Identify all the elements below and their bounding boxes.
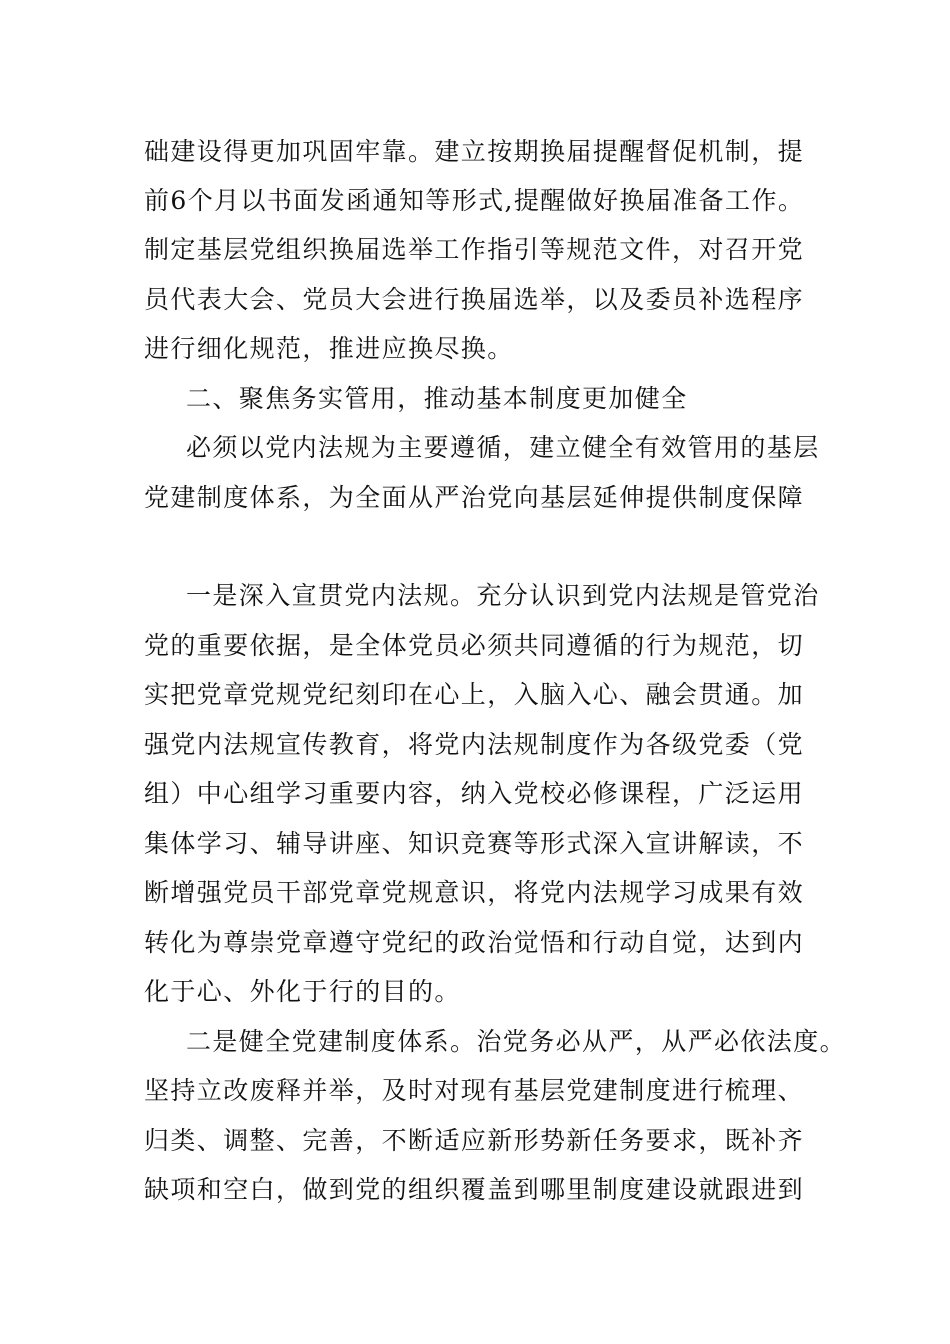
body-line: 集体学习、辅导讲座、知识竞赛等形式深入宣讲解读，不 (144, 829, 805, 858)
body-line: 一是深入宣贯党内法规。充分认识到党内法规是管党治 (186, 581, 820, 610)
body-line: 必须以党内法规为主要遵循，建立健全有效管用的基层 (186, 433, 820, 462)
body-line: 党建制度体系，为全面从严治党向基层延伸提供制度保障 (144, 483, 805, 512)
body-line: 缺项和空白，做到党的组织覆盖到哪里制度建设就跟进到 (144, 1175, 805, 1204)
body-line: 归类、调整、完善，不断适应新形势新任务要求，既补齐 (144, 1126, 805, 1155)
body-line: 断增强党员干部党章党规意识，将党内法规学习成果有效 (144, 878, 805, 907)
body-line: 础建设得更加巩固牢靠。建立按期换届提醒督促机制，提 (144, 137, 805, 166)
body-line: 化于心、外化于行的目的。 (144, 977, 461, 1006)
body-line: 实把党章党规党纪刻印在心上，入脑入心、融会贯通。加 (144, 680, 805, 709)
body-line: 员代表大会、党员大会进行换届选举，以及委员补选程序 (144, 285, 805, 314)
body-line: 转化为尊崇党章遵守党纪的政治觉悟和行动自觉，达到内 (144, 928, 805, 957)
body-line: 制定基层党组织换届选举工作指引等规范文件，对召开党 (144, 235, 805, 264)
body-line: 坚持立改废释并举，及时对现有基层党建制度进行梳理、 (144, 1076, 805, 1105)
body-line: 前6个月以书面发函通知等形式,提醒做好换届准备工作。 (144, 186, 805, 215)
body-line: 党的重要依据，是全体党员必须共同遵循的行为规范，切 (144, 631, 805, 660)
body-line: 强党内法规宣传教育，将党内法规制度作为各级党委（党 (144, 730, 805, 759)
body-line: 二是健全党建制度体系。治党务必从严，从严必依法度。 (186, 1027, 847, 1056)
body-line: 组）中心组学习重要内容，纳入党校必修课程，广泛运用 (144, 779, 805, 808)
section-heading: 二、聚焦务实管用，推动基本制度更加健全 (186, 384, 688, 413)
body-line: 进行细化规范，推进应换尽换。 (144, 334, 514, 363)
